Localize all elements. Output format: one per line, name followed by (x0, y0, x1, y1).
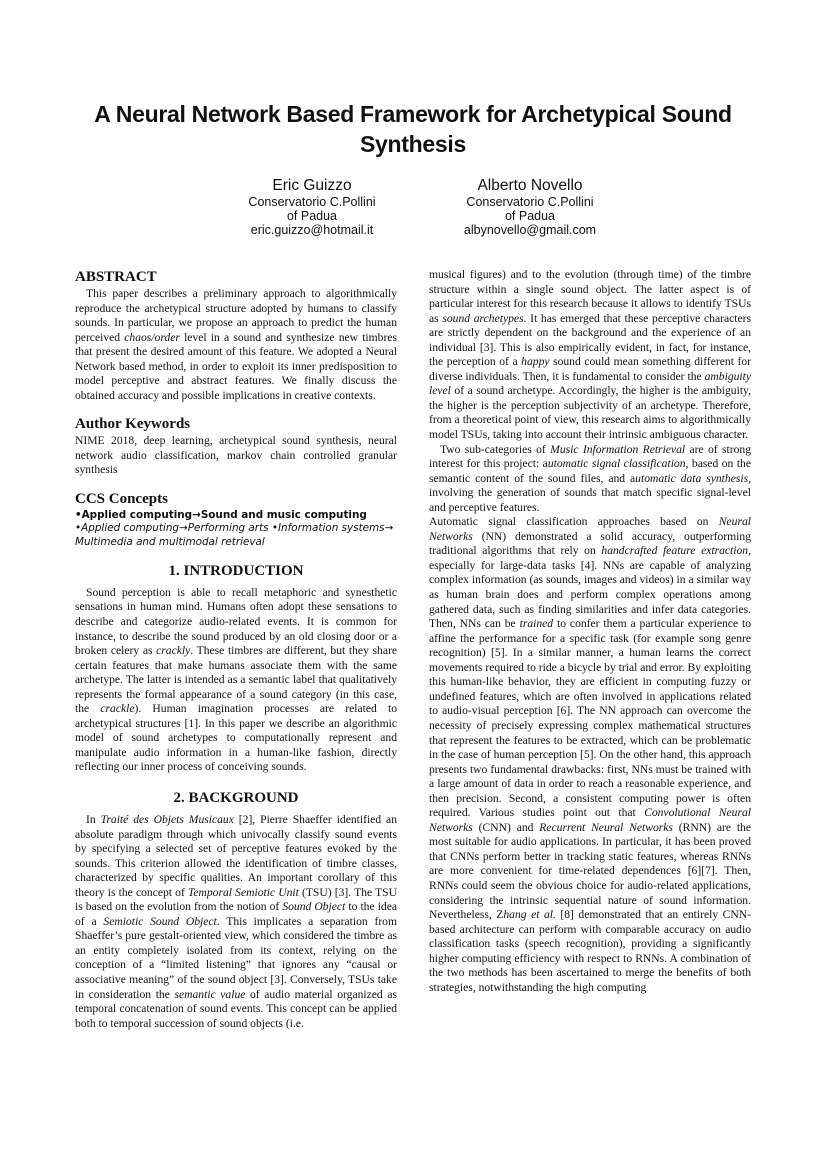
right-column (429, 268, 751, 995)
neural-network-paragraph: Automatic signal classification approaches based on Neural Networks (NN) demonstrated a solid accuracy, outperforming traditional algorithms that rely on handcrafted feature extraction, especially for large-data tasks [4]. NNs are capable of analyzing complex information (as sounds, images and videos) in a similar way as human brain does and perform complex operations among gathered data, such as finding similarities and infer data categories. Then, NNs can be trained to confer them a particular experience to affine the performance for a specific task (for example song genre recognition) [5]. In a similar manner, a human learns the correct movements required to ride a bicycle by trial and error. By exploiting this human-like behavior, they are efficient in computing fuzzy or undefined features, which are often involved in applications related to audio-visual perception [6]. The NN approach can overcome the necessity of precisely expressing complex mathematical structures that represent the features to be extracted, which can be problematic in the case of human perception [5]. On the other hand, this approach presents two fundamental drawbacks: first, NNs must be trained with a large amount of data in order to reach a reasonable experience, and then precision. Second, a consistent computing power is often required. Various studies point out that Convolutional Neural Networks (CNN) and Recurrent Neural Networks (RNN) are the most suitable for audio applications. In particular, it has been proved that CNNs perform better in tracking static features, whereas RNNs are more convenient for time-related dependences [6][7]. Then, RNNs could seem the obvious choice for audio-related applications, considering the intrinsic sequential nature of sound information. Nevertheless, Zhang et al. [8] demonstrated that an entirely CNN-based architecture can perform with comparable accuracy on audio classification tasks (speech recognition), providing a significantly higher computing efficiency with respect to RNNs. A combination of the two methods has been ascertained to merge the benefits of both strategies, notwithstanding the high computing (429, 515, 751, 994)
ccs-concept-primary: •Applied computing→Sound and music computing (75, 509, 367, 522)
author-email: eric.guizzo@hotmail.it (250, 223, 374, 237)
ccs-heading: CCS Concepts (75, 491, 168, 508)
left-column (75, 268, 397, 1031)
mir-paragraph: Two sub-categories of Music Information Retrieval are of strong interest for this project: automatic signal classification, based on the semantic content of the sound files, and automatic data synthesis, involving the generation of sounds that match specific signal-level and perceptive features. (429, 442, 751, 514)
author-affiliation-city: of Padua (286, 209, 338, 223)
author-name: Eric Guizzo (272, 177, 352, 194)
abstract-heading: ABSTRACT (75, 269, 157, 285)
author-block-2 (405, 177, 655, 237)
paper-title: A Neural Network Based Framework for Archetypical Sound Synthesis (94, 101, 732, 157)
author-block-1 (187, 177, 437, 237)
keywords-heading: Author Keywords (75, 416, 191, 433)
abstract-text: This paper describes a preliminary approach to algorithmically reproduce the archetypical structure adopted by humans to classify sounds. In particular, we propose an approach to predict the human perceived chaos/order level in a sound and synthesize new timbres that present the desired amount of this feature. We adopted a Neural Network based method, in order to exploit its inner predisposition to model perceptive and abstract features. We finally discuss the obtained accuracy and possible implications in creative contexts. (75, 287, 397, 402)
introduction-heading: 1. INTRODUCTION (168, 562, 304, 579)
author-name: Alberto Novello (477, 177, 583, 194)
author-affiliation-city: of Padua (504, 209, 556, 223)
background-heading: 2. BACKGROUND (173, 790, 299, 807)
ccs-concept-secondary: •Applied computing→Performing arts •Information systems→ Multimedia and multimodal retrieval (75, 522, 394, 548)
background-text: In Traité des Objets Musicaux [2], Pierre Shaeffer identified an absolute paradigm through which univocally classify sound events by specifying a selected set of perceptive features evoked by the sounds. This criterion allowed the identification of timbre classes, characterized by specific qualities. An important corollary of this theory is the concept of Temporal Semiotic Unit (TSU) [3]. The TSU is based on the evolution from the notion of Sound Object to the idea of a Semiotic Sound Object. This implicates a separation from Shaeffer’s pure gestalt-oriented view, which considered the timbre as an entity completely isolated from its context, relying on the conception of a “limited listening” that ignores any “causal or associative meaning” of the sound object [3]. Conversely, TSUs take in consideration the semantic value of audio material organized as temporal concatenation of sound events. This concept can be applied both to temporal succession of sound objects (i.e. (75, 813, 398, 1030)
keywords-text: NIME 2018, deep learning, archetypical sound synthesis, neural network audio classification, markov chain controlled granular synthesis (75, 434, 397, 477)
author-affiliation: Conservatorio C.Pollini (248, 195, 376, 209)
author-affiliation: Conservatorio C.Pollini (466, 195, 594, 209)
author-email: albynovello@gmail.com (463, 223, 597, 237)
background-continued-paragraph: musical figures) and to the evolution (through time) of the timbre structure within a single sound object. The latter aspect is of particular interest for this research because it allows to identify TSUs as sound archetypes. It has emerged that these perceptive characters are strictly dependent on the background and the experience of an individual [3]. This is also empirically evident, in fact, for instance, the perception of a happy sound could mean something different for diverse individuals. Then, it is fundamental to consider the ambiguity level of a sound archetype. Accordingly, the higher is the ambiguity, the higher is the perception subjectivity of an archetype. Therefore, from a theoretical point of view, this research aims to algorithmically model TSUs, taking into account their intrinsic ambiguous character. (429, 268, 752, 442)
introduction-text: Sound perception is able to recall metaphoric and synesthetic sensations in human mind. Humans often adopt these sensations to describe and categorize audio-related events. It is common for instance, to describe the sound produced by an old closing door or a broken celery as crackly. These timbres are different, but they share certain features that make humans associate them with the same archetype. The latter is intended as a semantic label that qualitatively represents the formal appearance of a sound category (in this case, the crackle). Human imagination processes are related to archetypical structures [1]. In this paper we describe an algorithmic model of sound archetypes to computationally represent and manipulate audio information in a human-like fashion, directly reflecting our inner process of conceiving sounds. (75, 585, 397, 774)
